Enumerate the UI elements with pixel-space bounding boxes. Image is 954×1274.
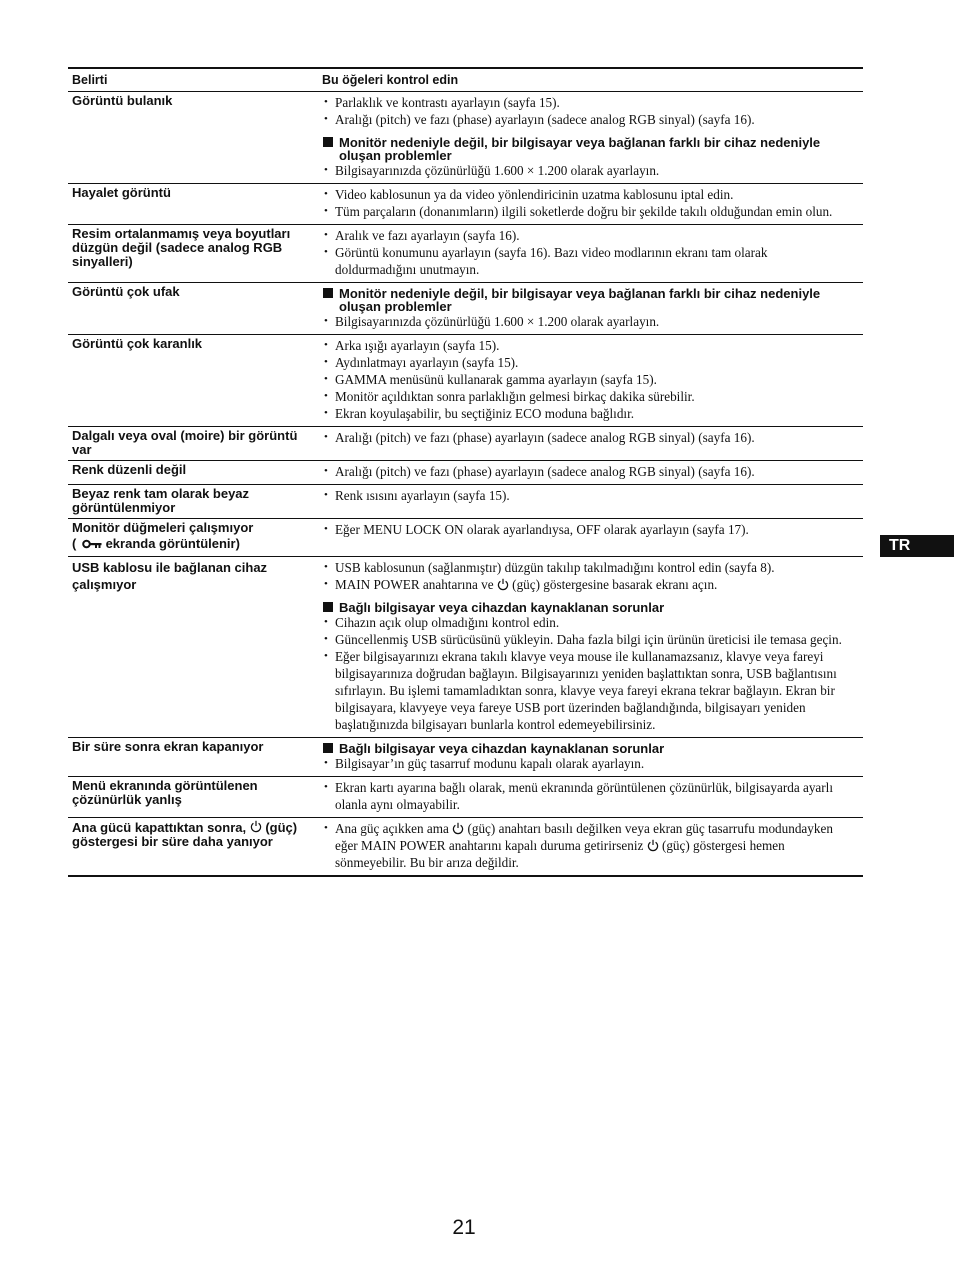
bullet-item: • Monitör açıldıktan sonra parlaklığın gelmesi birkaç dakika sürebilir. — [322, 388, 851, 405]
symptom-cell: Resim ortalanmamış veya boyutları düzgün değil (sadece analog RGB sinyalleri) — [72, 226, 291, 269]
power-icon — [647, 839, 659, 852]
bullet-item: • Aydınlatmayı ayarlayın (sayfa 15). — [322, 354, 851, 371]
power-icon — [497, 578, 509, 591]
bullet-text: Ana güç açıkken ama — [335, 821, 453, 836]
check-cell — [322, 461, 863, 484]
symptom-line: Monitör düğmeleri çalışmıyor — [72, 520, 254, 535]
table-row — [68, 334, 863, 426]
symptom-text: (güç) göstergesi bir süre daha yanıyor — [72, 820, 298, 849]
bullet-item: • Renk ısısını ayarlayın (sayfa 15). — [322, 487, 851, 504]
page-number: 21 — [452, 1216, 476, 1239]
bullet-text: MAIN POWER anahtarına ve — [335, 577, 497, 592]
bullet-item: • Eğer MENU LOCK ON olarak ayarlandıysa, OFF olarak ayarlayın (sayfa 17). — [322, 521, 851, 538]
symptom-line-tail: ekranda görüntülenir) — [101, 536, 240, 551]
bullet-item: • Arka ışığı ayarlayın (sayfa 15). — [322, 337, 851, 354]
table-row — [68, 737, 863, 776]
symptom-cell: Dalgalı veya oval (moire) bir görüntü var — [72, 428, 298, 457]
symptom-text: Ana gücü kapattıktan sonra, — [72, 820, 250, 835]
symptom-line — [72, 535, 314, 553]
table-row — [68, 556, 863, 737]
check-cell — [322, 427, 863, 460]
table-row — [68, 91, 863, 183]
language-tab: TR — [880, 535, 954, 557]
bullet-item: • Bilgisayarınızda çözünürlüğü 1.600 × 1.200 olarak ayarlayın. — [322, 162, 851, 179]
table-row — [68, 518, 863, 556]
symptom-cell: USB kablosu ile bağlanan cihaz çalışmıyor — [72, 560, 268, 592]
power-icon — [250, 820, 262, 833]
check-cell — [322, 777, 863, 817]
bullet-text: (güç) göstergesi hemen sönmeyebilir. Bu bir arıza değildir. — [335, 838, 785, 870]
table-row — [68, 817, 863, 875]
bullet-item: • USB kablosunun (sağlanmıştır) düzgün takılıp takılmadığını kontrol edin (sayfa 8). — [322, 559, 851, 576]
section-heading: Monitör nedeniyle değil, bir bilgisayar veya bağlanan farklı bir cihaz nedeniyle oluşan problemler — [322, 287, 851, 313]
bullet-item: • Aralığı (pitch) ve fazı (phase) ayarlayın (sadece analog RGB sinyal) (sayfa 16). — [322, 429, 851, 446]
check-cell — [322, 738, 863, 776]
bullet-item: • Parlaklık ve kontrastı ayarlayın (sayfa 15). — [322, 94, 851, 111]
check-cell — [322, 184, 863, 224]
check-cell — [322, 283, 863, 334]
check-cell — [322, 92, 863, 183]
bullet-item: • Tüm parçaların (donanımların) ilgili soketlerde doğru bir şekilde takılı olduğundan emin olun. — [322, 203, 851, 220]
table-row — [68, 776, 863, 817]
check-cell — [322, 225, 863, 282]
table-row — [68, 426, 863, 460]
symptom-cell: Menü ekranında görüntülenen çözünürlük yanlış — [72, 778, 258, 807]
power-icon — [452, 822, 464, 835]
symptom-open-paren: ( — [72, 536, 77, 551]
symptom-cell: Görüntü bulanık — [72, 93, 173, 108]
symptom-cell: Görüntü çok karanlık — [72, 336, 203, 351]
section-heading: Bağlı bilgisayar veya cihazdan kaynaklanan sorunlar — [322, 601, 851, 614]
bullet-item: • Aralık ve fazı ayarlayın (sayfa 16). — [322, 227, 851, 244]
table-row — [68, 224, 863, 282]
bullet-text: (güç) anahtarı basılı değilken veya ekran güç tasarrufu modundayken eğer MAIN POWER anahtarını kapalı duruma getirirseniz — [335, 821, 833, 853]
symptom-cell: Görüntü çok ufak — [72, 284, 180, 299]
bullet-item: • Aralığı (pitch) ve fazı (phase) ayarlayın (sadece analog RGB sinyal) (sayfa 16). — [322, 463, 851, 480]
bullet-item: • Eğer bilgisayarınızı ekrana takılı klavye veya mouse ile kullanamazsanız, klavye veya fareyi bilgisayarınıza doğrudan bağlayın. Bilgisayarınızı yeniden başlattıktan sonra, USB bağlantısını sıfırlayın. Bu işlemi tamamladıktan sonra, klavye veya fareyi ekrana tekrar bağlayın. Ekran bir bilgisayara, klavyeye veya fareye USB port üzerinden bağlandığında, bilgisayarı yeniden başlatığınızda bilgisayarı bunlarla kontrol edemeyebilirsiniz. — [322, 648, 851, 733]
bullet-item — [322, 576, 851, 593]
bullet-item: • Ekran koyulaşabilir, bu seçtiğiniz ECO moduna bağlıdır. — [322, 405, 851, 422]
bullet-item: • Görüntü konumunu ayarlayın (sayfa 16). Bazı video modlarının ekranı tam olarak doldurmadığını unutmayın. — [322, 244, 851, 278]
bullet-item: • Video kablosunun ya da video yönlendiricinin uzatma kablosunu iptal edin. — [322, 186, 851, 203]
symptom-cell: Beyaz renk tam olarak beyaz görüntülenmiyor — [72, 486, 250, 515]
table-row — [68, 282, 863, 334]
bullet-item: • Bilgisayar’ın güç tasarruf modunu kapalı olarak ayarlayın. — [322, 755, 851, 772]
table-row — [68, 484, 863, 518]
bullet-item: • Cihazın açık olup olmadığını kontrol edin. — [322, 614, 851, 631]
check-cell — [322, 818, 863, 875]
table-row — [68, 183, 863, 224]
symptom-cell: Hayalet görüntü — [72, 185, 171, 200]
symptom-cell — [68, 519, 322, 556]
check-cell — [322, 519, 863, 556]
section-heading: Monitör nedeniyle değil, bir bilgisayar veya bağlanan farklı bir cihaz nedeniyle oluşan problemler — [322, 136, 851, 162]
check-cell — [322, 557, 863, 737]
symptom-cell: Bir süre sonra ekran kapanıyor — [72, 739, 264, 754]
table-row — [68, 460, 863, 484]
bullet-item — [322, 820, 851, 871]
bullet-item: • Güncellenmiş USB sürücüsünü yükleyin. Daha fazla bilgi için ürünün üreticisi ile temasa geçin. — [322, 631, 851, 648]
section-heading: Bağlı bilgisayar veya cihazdan kaynaklanan sorunlar — [322, 742, 851, 755]
symptom-cell: Renk düzenli değil — [72, 462, 187, 477]
bullet-item: • Aralığı (pitch) ve fazı (phase) ayarlayın (sadece analog RGB sinyal) (sayfa 16). — [322, 111, 851, 128]
table-header-row — [68, 69, 863, 91]
header-check: Bu öğeleri kontrol edin — [322, 73, 459, 87]
troubleshooting-table — [68, 67, 863, 877]
bullet-text: (güç) göstergesine basarak ekranı açın. — [508, 577, 718, 592]
check-cell — [322, 485, 863, 518]
bullet-item: • Ekran kartı ayarına bağlı olarak, menü ekranında görüntülenen çözünürlük, bilgisayarda ayarlı olanla aynı olmayabilir. — [322, 779, 851, 813]
header-symptom: Belirti — [72, 73, 108, 87]
bullet-item: • Bilgisayarınızda çözünürlüğü 1.600 × 1.200 olarak ayarlayın. — [322, 313, 851, 330]
check-cell — [322, 335, 863, 426]
key-icon — [82, 539, 102, 549]
symptom-cell — [68, 818, 322, 875]
bullet-item: • GAMMA menüsünü kullanarak gamma ayarlayın (sayfa 15). — [322, 371, 851, 388]
